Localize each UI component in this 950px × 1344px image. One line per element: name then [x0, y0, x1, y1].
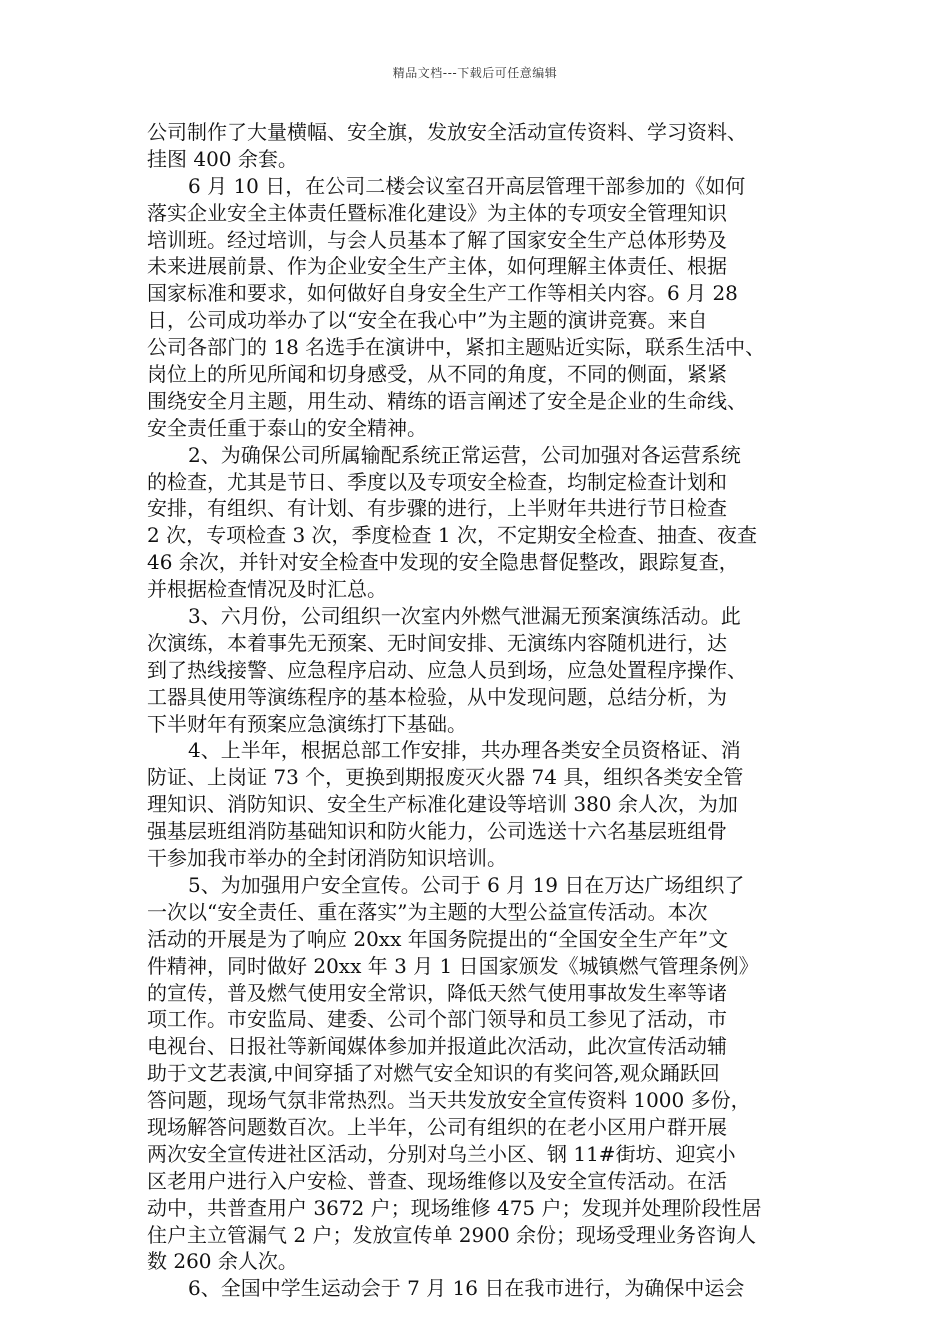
text-line: 到了热线接警、应急程序启动、应急人员到场，应急处置程序操作、: [147, 657, 747, 682]
text-line: 动中，共普查用户 3672 户；现场维修 475 户；发现并处理阶段性居: [147, 1195, 762, 1220]
text-line: 住户主立管漏气 2 户；发放宣传单 2900 余份；现场受理业务咨询人: [147, 1222, 757, 1247]
text-line: 国家标准和要求，如何做好自身安全生产工作等相关内容。6 月 28: [147, 281, 738, 306]
text-line: 公司各部门的 18 名选手在演讲中，紧扣主题贴近实际，联系生活中、: [147, 335, 766, 360]
text-line: 6、全国中学生运动会于 7 月 16 日在我市进行，为确保中运会: [188, 1276, 745, 1301]
text-line: 电视台、日报社等新闻媒体参加并报道此次活动，此次宣传活动辅: [147, 1034, 727, 1059]
text-line: 强基层班组消防基础知识和防火能力，公司选送十六名基层班组骨: [147, 819, 727, 844]
text-line: 现场解答问题数百次。上半年，公司有组织的在老小区用户群开展: [147, 1114, 727, 1139]
text-line: 数 260 余人次。: [147, 1249, 298, 1274]
text-line: 5、为加强用户安全宣传。公司于 6 月 19 日在万达广场组织了: [188, 872, 745, 897]
text-line: 区老用户进行入户安检、普查、现场维修以及安全宣传活动。在活: [147, 1168, 727, 1193]
text-line: 件精神，同时做好 20xx 年 3 月 1 日国家颁发《城镇燃气管理条例》: [147, 953, 759, 978]
text-line: 落实企业安全主体责任暨标准化建设》为主体的专项安全管理知识: [147, 200, 727, 225]
text-line: 3、六月份，公司组织一次室内外燃气泄漏无预案演练活动。此: [188, 604, 741, 629]
text-line: 干参加我市举办的全封闭消防知识培训。: [147, 846, 507, 871]
text-line: 挂图 400 余套。: [147, 146, 298, 171]
text-line: 公司制作了大量横幅、安全旗，发放安全活动宣传资料、学习资料、: [147, 120, 747, 144]
text-line: 4、上半年，根据总部工作安排，共办理各类安全员资格证、消: [188, 738, 741, 763]
text-line: 的检查，尤其是节日、季度以及专项安全检查，均制定检查计划和: [147, 469, 727, 494]
text-line: 培训班。经过培训，与会人员基本了解了国家安全生产总体形势及: [147, 227, 727, 252]
text-line: 并根据检查情况及时汇总。: [147, 577, 387, 602]
document-body: [147, 119, 812, 1302]
text-line: 工器具使用等演练程序的基本检验，从中发现问题，总结分析，为: [147, 684, 727, 709]
text-line: 理知识、消防知识、安全生产标准化建设等培训 380 余人次，为加: [147, 792, 738, 817]
text-line: 的宣传，普及燃气使用安全常识，降低天然气使用事故发生率等诸: [147, 980, 727, 1005]
text-line: 次演练，本着事先无预案、无时间安排、无演练内容随机进行，达: [147, 630, 727, 655]
text-line: 项工作。市安监局、建委、公司个部门领导和员工参见了活动，市: [147, 1007, 727, 1032]
text-line: 安排，有组织、有计划、有步骤的进行，上半财年共进行节日检查: [147, 496, 727, 521]
text-line: 下半财年有预案应急演练打下基础。: [147, 711, 467, 736]
text-line: 防证、上岗证 73 个，更换到期报废灭火器 74 具，组织各类安全管: [147, 765, 744, 790]
text-line: 46 余次，并针对安全检查中发现的安全隐患督促整改，跟踪复查，: [147, 550, 739, 575]
text-line: 2 次，专项检查 3 次，季度检查 1 次，不定期安全检查、抽查、夜查: [147, 523, 757, 548]
text-line: 2、为确保公司所属输配系统正常运营，公司加强对各运营系统: [188, 442, 741, 467]
text-line: 未来进展前景、作为企业安全生产主体，如何理解主体责任、根据: [147, 254, 727, 279]
text-line: 6 月 10 日，在公司二楼会议室召开高层管理干部参加的《如何: [188, 173, 746, 198]
text-line: 围绕安全月主题，用生动、精练的语言阐述了安全是企业的生命线、: [147, 388, 747, 413]
text-line: 岗位上的所见所闻和切身感受，从不同的角度，不同的侧面，紧紧: [147, 362, 727, 387]
text-line: 安全责任重于泰山的安全精神。: [147, 415, 427, 440]
text-line: 日，公司成功举办了以“安全在我心中”为主题的演讲竞赛。来自: [147, 308, 708, 333]
text-line: 答问题，现场气氛非常热烈。当天共发放安全宣传资料 1000 多份，: [147, 1088, 751, 1113]
text-line: 助于文艺表演,中间穿插了对燃气安全知识的有奖问答,观众踊跃回: [147, 1061, 720, 1086]
page-header: 精品文档---下载后可任意编辑: [392, 66, 558, 80]
text-line: 活动的开展是为了响应 20xx 年国务院提出的“全国安全生产年”文: [147, 926, 729, 951]
text-line: 一次以“安全责任、重在落实”为主题的大型公益宣传活动。本次: [147, 899, 708, 924]
text-line: 两次安全宣传进社区活动，分别对乌兰小区、钢 11#街坊、迎宾小: [147, 1141, 736, 1166]
